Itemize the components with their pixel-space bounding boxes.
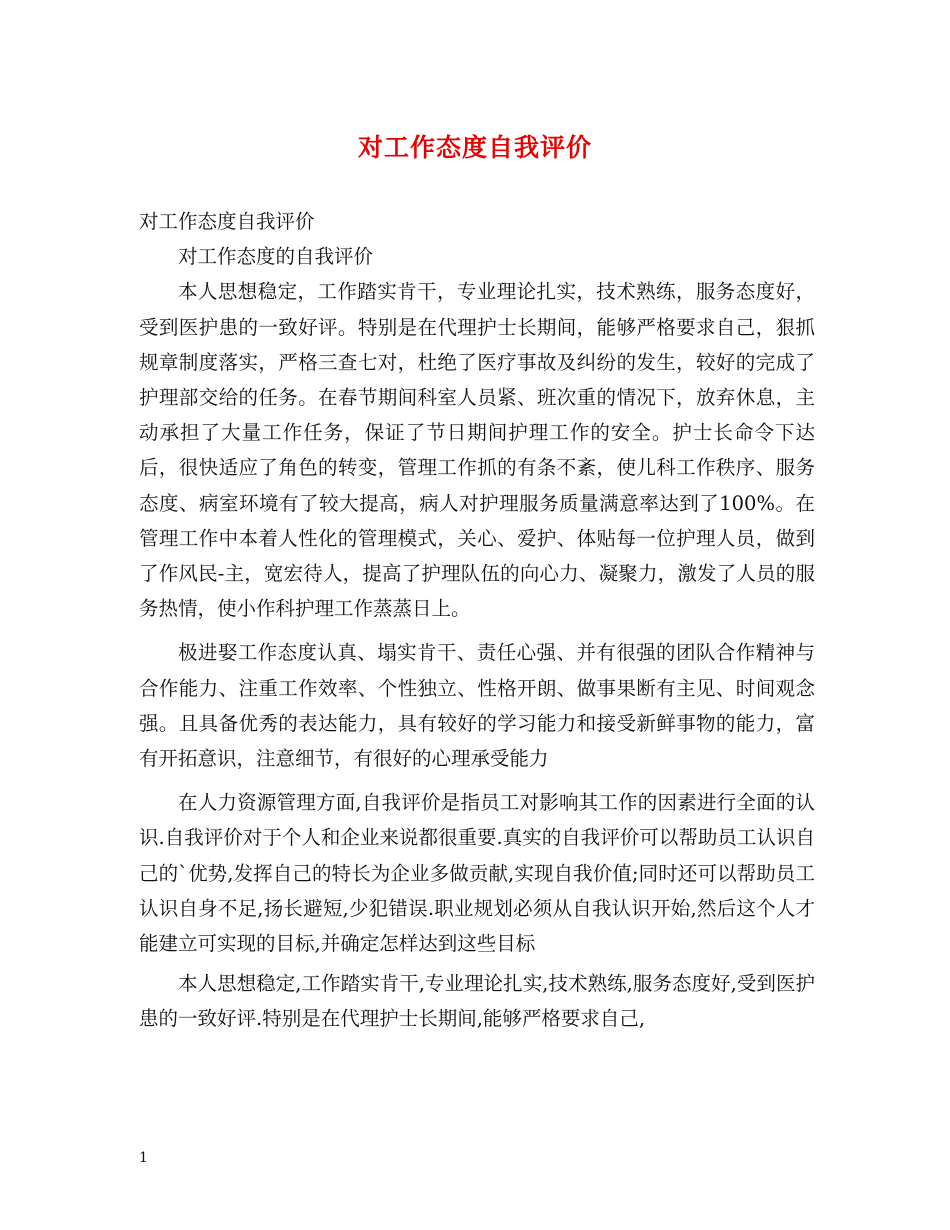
- paragraph-3: 在人力资源管理方面,自我评价是指员工对影响其工作的因素进行全面的认识.自我评价对于个人和企业来说都很重要.真实的自我评价可以帮助员工认识自己的`优势,发挥自己的特长为企业多做贡献,实现自我价值;同时还可以帮助员工认识自身不足,扬长避短,少犯错误.职业规划必须从自我认识开始,然后这个人才能建立可实现的目标,并确定怎样达到这些目标: [139, 791, 815, 956]
- document-title: 对工作态度自我评价: [357, 133, 592, 162]
- paragraph-1: 本人思想稳定，工作踏实肯干，专业理论扎实，技术熟练，服务态度好，受到医护患的一致好评。特别是在代理护士长期间，能够严格要求自己，狠抓规章制度落实，严格三查七对，杜绝了医疗事故及纠纷的发生，较好的完成了护理部交给的任务。在春节期间科室人员紧、班次重的情况下，放弃休息，主动承担了大量工作任务，保证了节日期间护理工作的安全。护士长命令下达后，很快适应了角色的转变，管理工作抓的有条不紊，使儿科工作秩序、服务态度、病室环境有了较大提高，病人对护理服务质量满意率达到了100%。在管理工作中本着人性化的管理模式，关心、爱护、体贴每一位护理人员，做到了作风民-主，宽宏待人，提高了护理队伍的向心力、凝聚力，激发了人员的服务热情，使小作科护理工作蒸蒸日上。: [139, 280, 815, 621]
- paragraph-4: 本人思想稳定,工作踏实肯干,专业理论扎实,技术熟练,服务态度好,受到医护患的一致好评.特别是在代理护士长期间,能够严格要求自己,: [139, 972, 815, 1031]
- page-number: 1: [139, 1150, 148, 1166]
- subheading: 对工作态度的自我评价: [178, 245, 374, 269]
- document-body: [139, 204, 815, 1037]
- heading-line: 对工作态度自我评价: [139, 210, 315, 233]
- paragraph-2: 极进娶工作态度认真、塌实肯干、责任心强、并有很强的团队合作精神与合作能力、注重工作效率、个性独立、性格开朗、做事果断有主见、时间观念强。且具备优秀的表达能力，具有较好的学习能力和接受新鲜事物的能力，富有开拓意识，注意细节，有很好的心理承受能力: [139, 641, 815, 771]
